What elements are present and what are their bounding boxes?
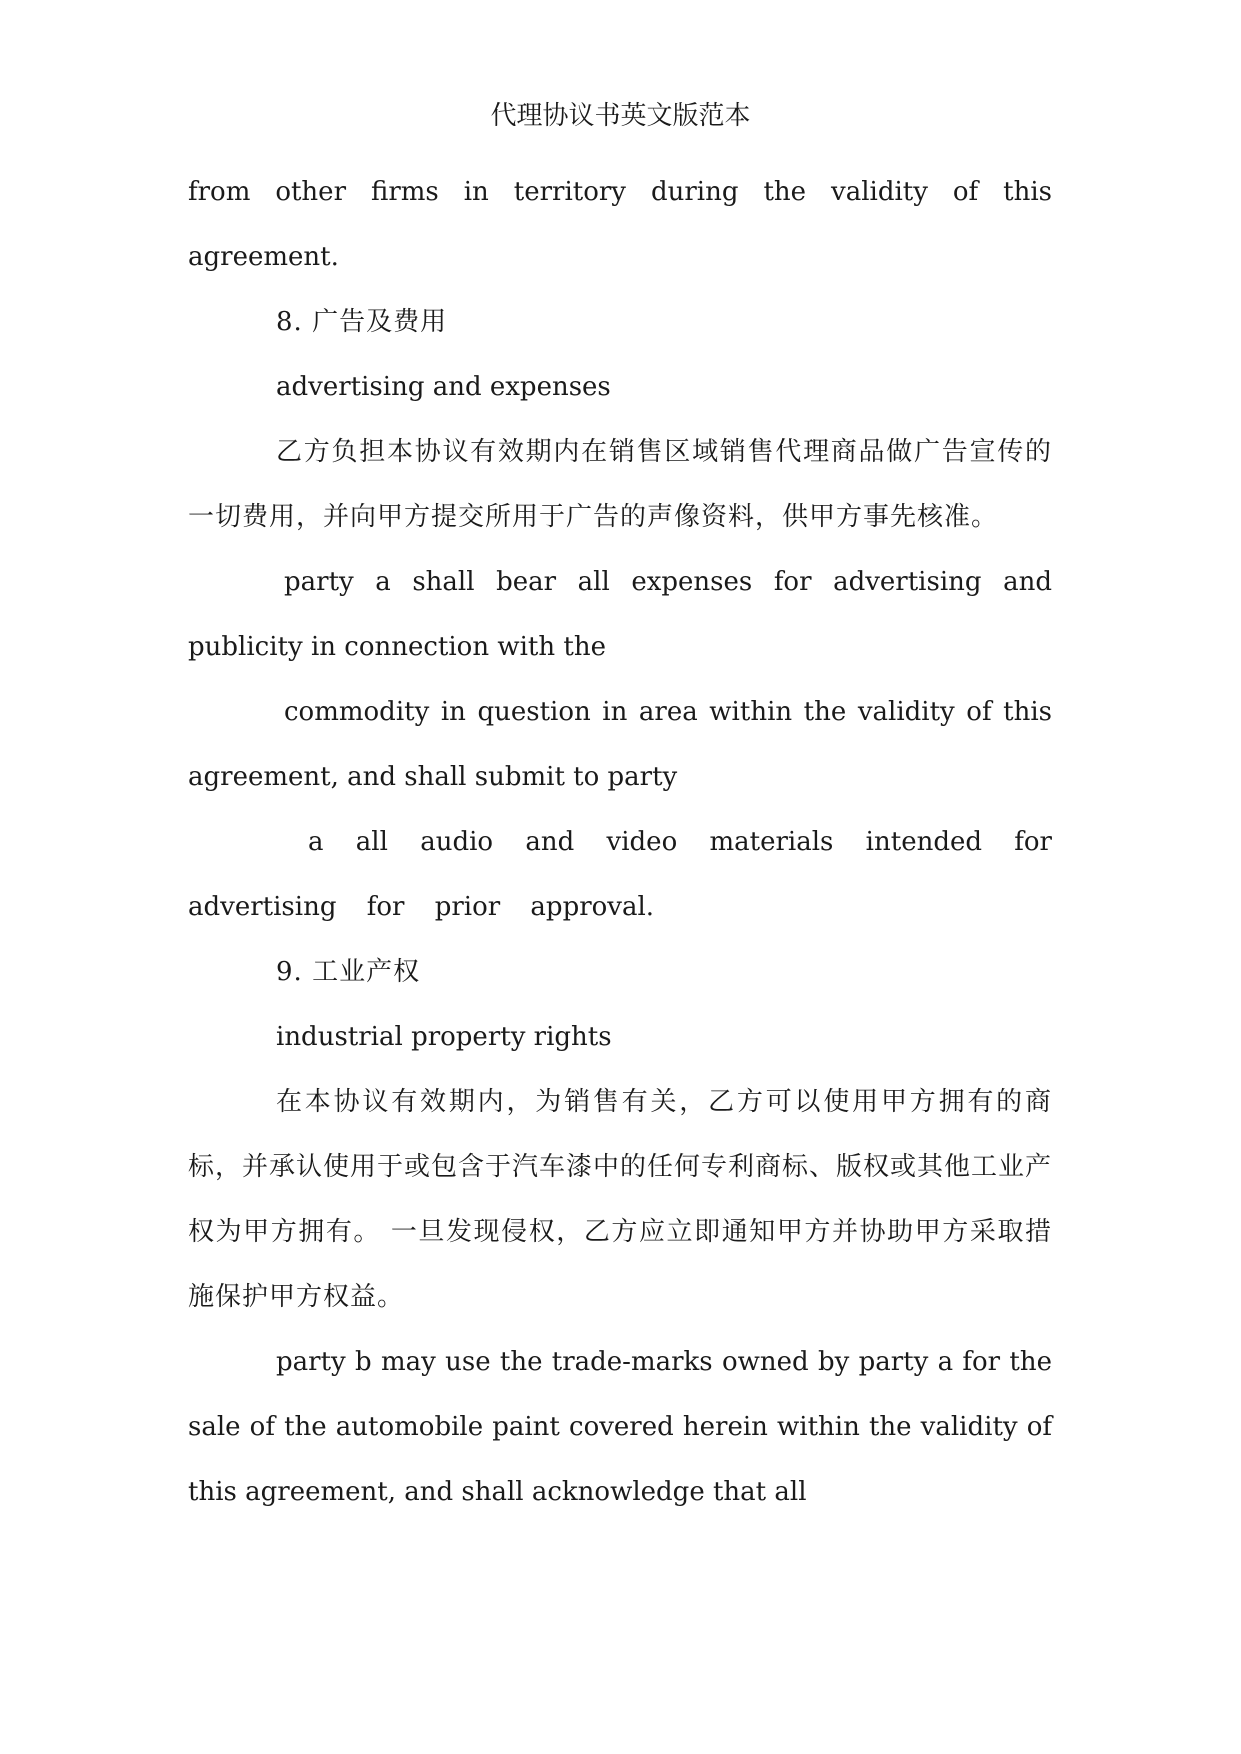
section-subheading-8: advertising and expenses <box>276 372 611 402</box>
paragraph-en-advertising-3: a all audio and video materials intended for advertising for prior approval. <box>188 827 1052 922</box>
paragraph-cn-property: 在本协议有效期内，为销售有关，乙方可以使用甲方拥有的商标，并承认使用于或包含于汽车漆中的任何专利商标、版权或其他工业产权为甲方拥有。 一旦发现侵权，乙方应立即通知甲方并协助甲方采取措施保护甲方权益。 <box>188 1087 1053 1312</box>
paragraph-continuation: from other firms in territory during the validity of this agreement. <box>188 177 1052 272</box>
section-heading-8: 8. 广告及费用 <box>276 307 448 337</box>
paragraph-en-property: party b may use the trade-marks owned by party a for the sale of the automobile paint covered herein within the validity of this agreement, and shall acknowledge that all <box>188 1347 1052 1507</box>
paragraph-en-advertising-2: commodity in question in area within the validity of this agreement, and shall submit to party <box>188 697 1052 792</box>
section-subheading-9: industrial property rights <box>276 1022 612 1052</box>
page-header-title: 代理协议书英文版范本 <box>490 101 751 131</box>
paragraph-cn-advertising: 乙方负担本协议有效期内在销售区域销售代理商品做广告宣传的一切费用，并向甲方提交所用于广告的声像资料，供甲方事先核准。 <box>188 437 1052 532</box>
paragraph-en-advertising-1: party a shall bear all expenses for advertising and publicity in connection with the <box>188 567 1052 662</box>
section-heading-9: 9. 工业产权 <box>276 957 421 987</box>
document-body <box>188 160 1052 1525</box>
